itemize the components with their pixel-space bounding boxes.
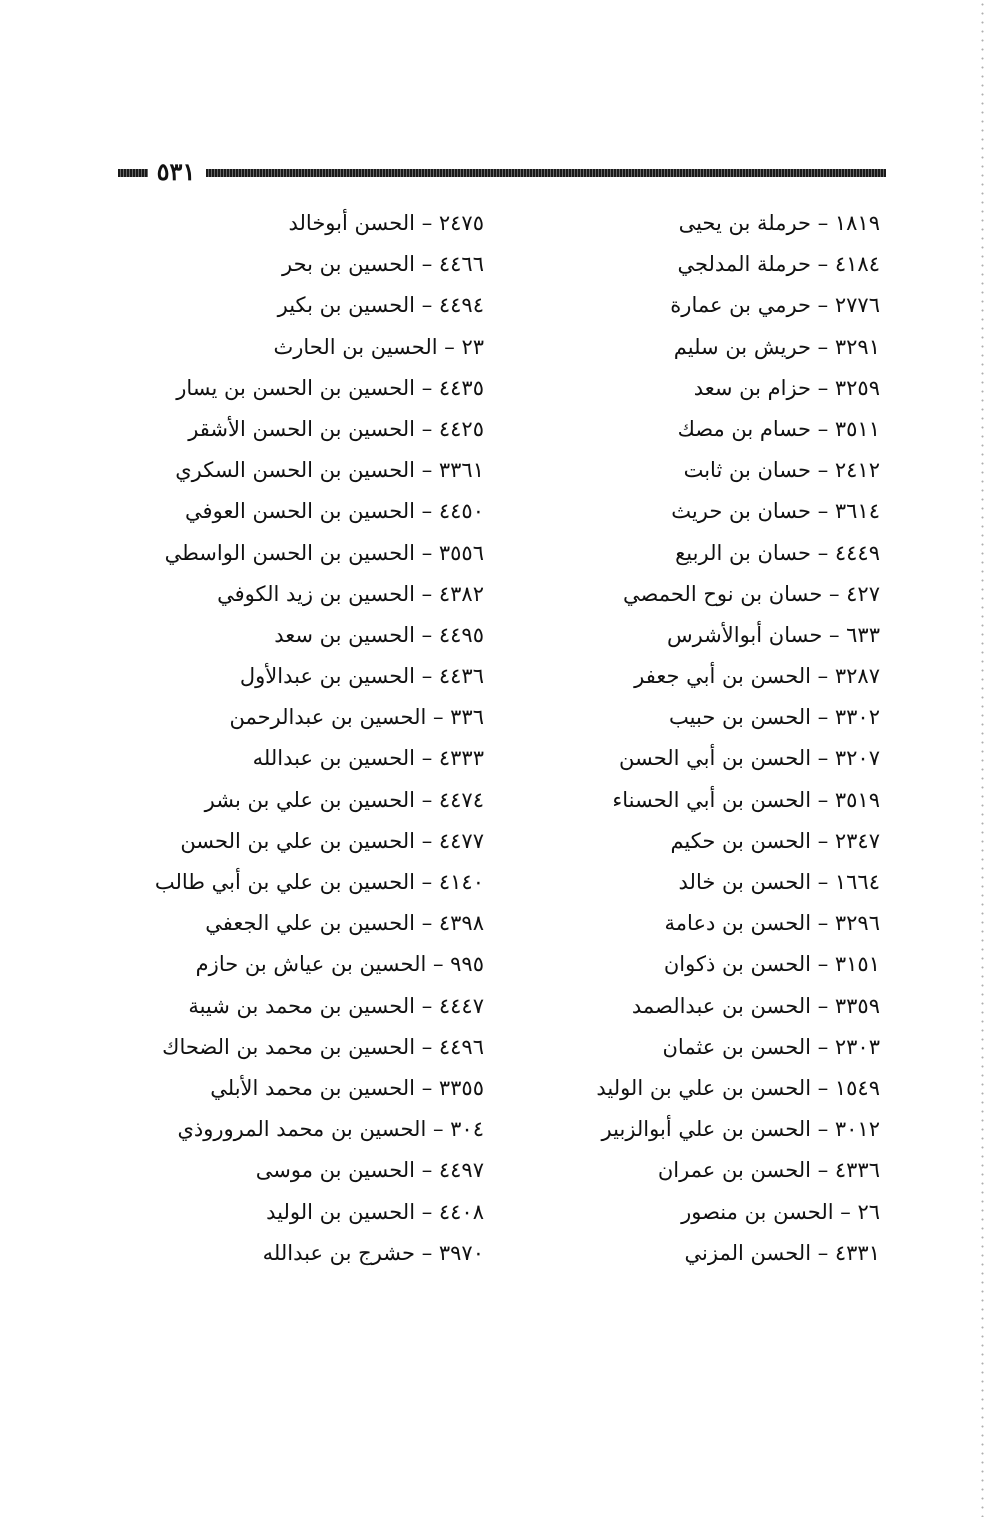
index-entry: ٣٠١٢ – الحسن بن علي أبوالزبير bbox=[601, 1117, 880, 1142]
index-entry: ٤٤٣٥ – الحسين بن الحسن بن يسار bbox=[176, 375, 484, 400]
index-entry: ٤٤٤٩ – حسان بن الربيع bbox=[675, 540, 880, 565]
index-entry: ٤٤٥٠ – الحسين بن الحسن العوفي bbox=[185, 499, 484, 524]
index-entry: ٣٩٧٠ – حشرج بن عبدالله bbox=[262, 1240, 484, 1265]
index-entry: ٢٤٧٥ – الحسن أبوخالد bbox=[288, 211, 484, 235]
index-entry: ٤٣٣١ – الحسن المزني bbox=[684, 1240, 880, 1265]
index-entry: ٢٦ – الحسن بن منصور bbox=[681, 1199, 880, 1224]
index-entry: ٢٣٠٣ – الحسن بن عثمان bbox=[662, 1034, 880, 1059]
index-entry: ٤٣٣٦ – الحسن بن عمران bbox=[657, 1158, 880, 1183]
index-entry: ٣٥١٩ – الحسن بن أبي الحسناء bbox=[612, 787, 880, 812]
index-entry: ١٨١٩ – حرملة بن يحيى bbox=[678, 211, 880, 235]
index-entry: ١٦٦٤ – الحسن بن خالد bbox=[678, 870, 880, 894]
index-entry: ٤٤٠٨ – الحسين بن الوليد bbox=[266, 1199, 484, 1224]
header-rule-end bbox=[118, 169, 148, 177]
index-entry: ٣١٥١ – الحسن بن ذكوان bbox=[663, 952, 880, 977]
index-entry: ٤٣٨٢ – الحسين بن زيد الكوفي bbox=[217, 581, 484, 606]
index-entry: ٤٤٢٥ – الحسين بن الحسن الأشقر bbox=[188, 416, 484, 441]
index-entry: ٣٣٥٩ – الحسن بن عبدالصمد bbox=[631, 993, 880, 1018]
index-entry: ٦٣٣ – حسان أبوالأشرس bbox=[666, 622, 880, 647]
index-entry: ٣٣٠٢ – الحسن بن حبيب bbox=[669, 705, 880, 730]
index-entry: ٣٣٦ – الحسين بن عبدالرحمن bbox=[229, 705, 484, 730]
index-entry: ٤٤٩٤ – الحسين بن بكير bbox=[277, 293, 484, 318]
index-entry: ٢٣٤٧ – الحسن بن حكيم bbox=[670, 828, 880, 853]
index-entry: ٤٤٩٥ – الحسين بن سعد bbox=[274, 622, 484, 647]
index-entry: ٣٢٩٦ – الحسن بن دعامة bbox=[664, 911, 880, 936]
index-entry: ٣٢٩١ – حريش بن سليم bbox=[673, 334, 880, 359]
index-entry: ٤٤٧٤ – الحسين بن علي بن بشر bbox=[204, 787, 484, 812]
index-entry: ٣٢٠٧ – الحسن بن أبي الحسن bbox=[618, 746, 880, 771]
index-entry: ٣٣٥٥ – الحسين بن محمد الأبلي bbox=[210, 1075, 484, 1100]
index-entry: ٣٢٥٩ – حزام بن سعد bbox=[693, 375, 880, 400]
index-entry: ٤٣٩٨ – الحسين بن علي الجعفي bbox=[205, 911, 484, 936]
page-edge-dots bbox=[981, 0, 984, 1517]
index-entry: ٤١٨٤ – حرملة المدلجي bbox=[677, 252, 880, 277]
index-entry: ٤٣٣٣ – الحسين بن عبدالله bbox=[252, 746, 484, 771]
index-entry: ٤٤٧٧ – الحسين بن علي بن الحسن bbox=[180, 828, 484, 853]
index-entry: ٣٥٥٦ – الحسين بن الحسن الواسطي bbox=[164, 540, 484, 565]
index-entry: ٤٤٦٦ – الحسين بن بحر bbox=[282, 252, 484, 277]
index-entry: ٤٢٧ – حسان بن نوح الحمصي bbox=[623, 581, 880, 606]
index-entry: ٤٤٩٦ – الحسين بن محمد بن الضحاك bbox=[162, 1034, 484, 1059]
index-entry: ٤٤٤٧ – الحسين بن محمد بن شيبة bbox=[188, 993, 484, 1018]
index-entry: ٣٣٦١ – الحسين بن الحسن السكري bbox=[175, 458, 484, 483]
index-entry: ٣٢٨٧ – الحسن بن أبي جعفر bbox=[634, 664, 880, 689]
index-entry: ٩٩٥ – الحسين بن عياش بن حازم bbox=[195, 952, 484, 977]
index-entry: ٣٦١٤ – حسان بن حريث bbox=[671, 499, 880, 524]
index-entry: ٤٤٩٧ – الحسين بن موسى bbox=[255, 1158, 484, 1183]
index-entry: ١٥٤٩ – الحسن بن علي بن الوليد bbox=[596, 1075, 880, 1100]
index-entry: ٤٤٣٦ – الحسين بن عبدالأول bbox=[239, 664, 484, 689]
index-column-left bbox=[124, 203, 484, 1274]
page-header bbox=[118, 157, 886, 186]
index-entry: ٢٧٧٦ – حرمي بن عمارة bbox=[670, 293, 880, 318]
header-rule bbox=[206, 169, 886, 177]
index-entry: ٢٣ – الحسين بن الحارث bbox=[273, 334, 484, 359]
index-entry: ٢٤١٢ – حسان بن ثابت bbox=[683, 458, 880, 483]
page-number: ٥٣١ bbox=[156, 157, 196, 186]
index-entry: ٣٥١١ – حسام بن مصك bbox=[677, 416, 880, 441]
index-entry: ٣٠٤ – الحسين بن محمد المروروذي bbox=[177, 1117, 484, 1142]
index-entry: ٤١٤٠ – الحسين بن علي بن أبي طالب bbox=[154, 870, 484, 894]
index-column-right bbox=[550, 203, 880, 1274]
